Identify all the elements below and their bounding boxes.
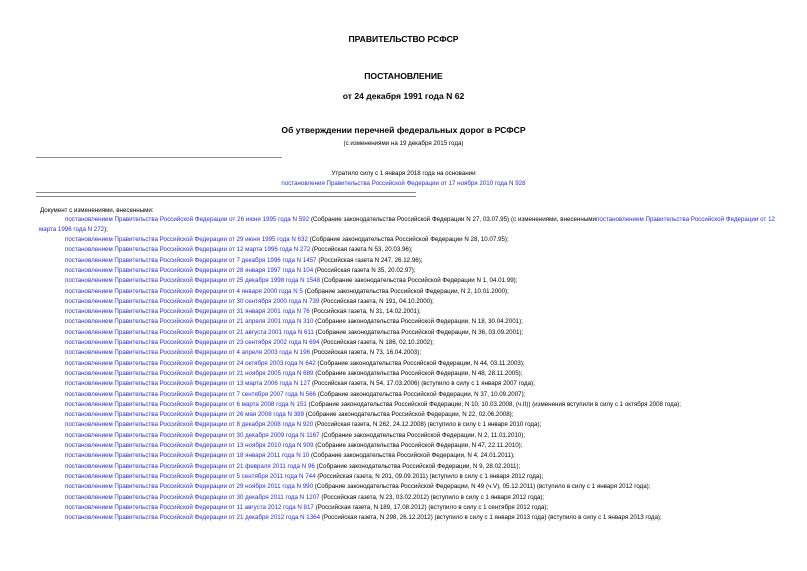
amendment-source: (Собрание законодательства Российской Федерации, N 4, 24.01.2011); (309, 452, 515, 460)
amendment-link[interactable]: постановлением Правительства Российской Федерации от 6 марта 2008 года N 151 (65, 400, 307, 408)
amendment-source: (Собрание законодательства Российской Федерации, N 2, 11.01.2010); (319, 431, 526, 439)
amendment-source: (Собрание законодательства Российской Федерации, N 48, 28.11.2005); (313, 369, 523, 377)
amendment-entry (39, 390, 801, 400)
amendment-source: (Собрание законодательства Российской Федерации, N 37, 10.09.2007); (315, 390, 526, 398)
amendment-entry (39, 513, 801, 523)
amendment-entry (39, 359, 801, 369)
amendment-entry (39, 266, 801, 276)
amendment-link[interactable]: постановлением Правительства Российской Федерации от 25 декабря 1998 года N 1548 (65, 277, 321, 285)
amended-note: (с изменениями на 19 декабря 2015 года) (343, 140, 464, 147)
amendment-link[interactable]: постановлением Правительства Российской Федерации от 4 января 2000 года N 5 (65, 287, 303, 295)
validity-link[interactable]: постановления Правительства Российской Федерации от 17 ноября 2010 года N 928 (281, 180, 526, 187)
amendment-link[interactable]: постановлением Правительства Российской Федерации от 30 декабря 2011 года N 1207 (65, 493, 320, 501)
amendment-link[interactable]: постановлением Правительства Российской Федерации от 28 января 1997 года N 104 (65, 266, 314, 274)
amendment-entry (39, 348, 801, 358)
validity-text: Утратило силу с 1 января 2018 года на основании (331, 170, 476, 177)
amendment-link[interactable]: постановлением Правительства Российской Федерации от 11 августа 2012 года N 817 (65, 503, 314, 511)
amendment-source: (Собрание законодательства Российской Федерации N 28, 10.07.95); (307, 236, 509, 243)
amendment-link[interactable]: постановлением Правительства Российской Федерации от 21 февраля 2011 года N 96 (65, 462, 315, 470)
amendment-link[interactable]: постановлением Правительства Российской Федерации от 21 декабря 2012 года N 1364 (65, 514, 321, 522)
amendment-link[interactable]: постановлением Правительства Российской Федерации от 5 сентября 2011 года N 744 (65, 472, 316, 480)
amendment-link[interactable]: постановлением Правительства Российской Федерации от 13 ноября 2010 года N 909 (65, 442, 314, 449)
issuer-heading: ПРАВИТЕЛЬСТВО РСФСР (348, 34, 459, 44)
amendment-source: (Российская газета N 247, 26.12.96); (316, 256, 423, 264)
amendment-link[interactable]: постановлением Правительства Российской Федерации от 21 августа 2001 года N 611 (65, 328, 314, 336)
amendment-source: ); (104, 226, 108, 233)
amendment-link[interactable]: постановлением Правительства Российской Федерации от 7 декабря 1996 года N 1457 (65, 256, 317, 264)
amendment-source: (Российская газета, N 186, 02.10.2002); (319, 339, 434, 346)
amendment-entry (39, 328, 801, 338)
divider-line (36, 157, 282, 158)
amendment-source: (Собрание законодательства Российской Федерации, N 49 (ч.V), 05.12.2011) (вступило в силу с 1 января 2012 года); (313, 483, 651, 491)
document-title: Об утверждении перечней федеральных дорог в РСФСР (281, 125, 526, 135)
amendment-source: (Российская газета, N 298, 26.12.2012) (вступило в силу с 1 января 2013 года) (вступило в силу с 1 января 2013 года); (320, 514, 662, 522)
amendment-entry (39, 462, 801, 472)
amendment-source: (Российская газета, N 54, 17.03.2006) (вступило в силу с 1 января 2007 года); (310, 380, 535, 388)
amendment-entry (39, 287, 801, 297)
amendment-source: (Собрание законодательства Российской Федерации, N 10, 10.03.2008, (ч.II)) (изменения вступили в силу с 1 октября 2008 года); (306, 400, 681, 408)
document-date-number: от 24 декабря 1991 года N 62 (342, 91, 465, 101)
amendment-entry (39, 235, 801, 245)
amendment-link[interactable]: постановлением Правительства Российской Федерации от 24 октября 2003 года N 642 (65, 359, 316, 367)
amendment-entry (39, 503, 801, 513)
amendment-link[interactable]: постановлением Правительства Российской Федерации от 23 сентября 2002 года N 694 (65, 339, 320, 346)
amendment-entry (39, 276, 801, 286)
amendment-link[interactable]: постановлением Правительства Российской Федерации от 8 декабря 2008 года N 920 (65, 421, 314, 429)
amendment-source: (Российская газета, N 73, 16.04.2003); (310, 349, 422, 357)
amendment-entry (39, 256, 801, 266)
amendment-link[interactable]: постановлением Правительства Российской Федерации от 26 мая 2008 года N 389 (65, 411, 305, 419)
divider-line (36, 192, 416, 193)
amendment-entry (39, 420, 801, 430)
amendment-entry (39, 317, 801, 327)
amendment-link[interactable]: постановлением Правительства Российской Федерации от 31 января 2001 года N 76 (65, 308, 310, 316)
amendment-entry (39, 441, 801, 451)
amendment-source: (Собрание законодательства Российской Федерации, N 44, 03.11.2003); (315, 359, 525, 367)
amendment-link[interactable]: постановлением Правительства Российской Федерации от 7 сентября 2007 года N 566 (65, 390, 316, 398)
amendment-link[interactable]: постановлением Правительства Российской Федерации от 4 апреля 2003 года N 196 (65, 349, 311, 357)
amendment-entry (39, 379, 801, 389)
amendment-link[interactable]: постановлением Правительства Российской Федерации от 29 ноября 2011 года N 990 (65, 483, 314, 491)
amendment-link[interactable]: постановлением Правительства Российской Федерации от 12 марта 1996 года N 272 (39, 216, 776, 233)
amendment-source: (Российская газета, N 23, 03.02.2012) (вступило в силу с 1 января 2012 года); (319, 493, 545, 501)
amendment-link[interactable]: постановлением Правительства Российской Федерации от 18 января 2011 года N 10 (65, 452, 310, 460)
amendment-source: (Собрание законодательства Российской Федерации, N 18, 30.04.2001); (313, 318, 523, 326)
amendment-entry (39, 493, 801, 503)
amendment-link[interactable]: постановлением Правительства Российской Федерации от 30 сентября 2000 года N 739 (65, 297, 320, 305)
amendment-entry (39, 215, 775, 235)
amendment-link[interactable]: постановлением Правительства Российской Федерации от 21 ноября 2005 года N 689 (65, 369, 314, 377)
amendment-link[interactable]: постановлением Правительства Российской Федерации от 13 марта 2006 года N 127 (65, 380, 311, 388)
amendment-source: (Российская газета, N 31, 14.02.2001); (309, 308, 421, 316)
amendment-source: (Собрание законодательства Российской Федерации, N 47, 22.11.2010); (313, 442, 523, 449)
amendment-source: (Собрание законодательства Российской Федерации, N 22, 02.06.2008); (304, 411, 514, 419)
amendment-entry (39, 369, 801, 379)
amendment-entry (39, 338, 801, 348)
amendment-source: (Собрание законодательства Российской Федерации, N 9, 28.02.2011); (314, 462, 521, 470)
amendments-section (39, 206, 776, 522)
amendment-source: (Собрание законодательства Российской Федерации N 27, 03.07.95) (с изменениями, внесенными (309, 216, 596, 223)
amendment-entry (39, 482, 801, 492)
amendment-source: (Российская газета N 53, 20.03.96); (310, 246, 413, 254)
amendment-entry (39, 451, 801, 461)
amendment-source: (Собрание законодательства Российской Федерации, N 2, 10.01.2000); (302, 287, 509, 295)
amendment-source: (Собрание законодательства Российской Федерации, N 36, 03.09.2001); (313, 328, 524, 336)
amendment-link[interactable]: постановлением Правительства Российской Федерации от 30 декабря 2009 года N 1167 (65, 431, 320, 439)
amendment-link[interactable]: постановлением Правительства Российской Федерации от 29 июня 1995 года N 632 (65, 236, 308, 243)
amendment-entry (39, 410, 801, 420)
amendment-source: (Российская газета, N 262, 24.12.2008) (вступило в силу с 1 января 2010 года); (313, 421, 542, 429)
amendment-entry (39, 431, 801, 441)
amendment-link[interactable]: постановлением Правительства Российской Федерации от 21 апреля 2001 года N 310 (65, 318, 314, 326)
amendment-link[interactable]: постановлением Правительства Российской Федерации от 12 марта 1996 года N 272 (65, 246, 311, 254)
amendment-source: (Собрание законодательства Российской Федерации N 1, 04.01.99); (320, 277, 518, 285)
amendment-entry (39, 297, 801, 307)
amendment-entry (39, 472, 801, 482)
amendments-label: Документ с изменениями, внесенными: (40, 207, 154, 214)
amendment-source: (Российская газета, N 189, 17.08.2012) (вступило в силу с 1 сентября 2012 года); (313, 503, 549, 511)
amendment-entry (39, 400, 801, 410)
amendment-source: (Российская газета N 35, 20.02.97); (313, 266, 416, 274)
amendment-source: (Российская газета, N 201, 09.09.2011) (вступило в силу с 1 января 2012 года); (315, 472, 544, 480)
amendment-source: (Российская газета, N 191, 04.10.2000); (319, 297, 434, 305)
amendment-entry (39, 307, 801, 317)
validity-link-row (0, 180, 807, 187)
document-type-heading: ПОСТАНОВЛЕНИЕ (364, 71, 443, 81)
amendment-link[interactable]: постановлением Правительства Российской Федерации от 26 июня 1995 года N 592 (65, 216, 310, 223)
divider-line (36, 196, 416, 197)
amendment-entry (39, 245, 801, 255)
